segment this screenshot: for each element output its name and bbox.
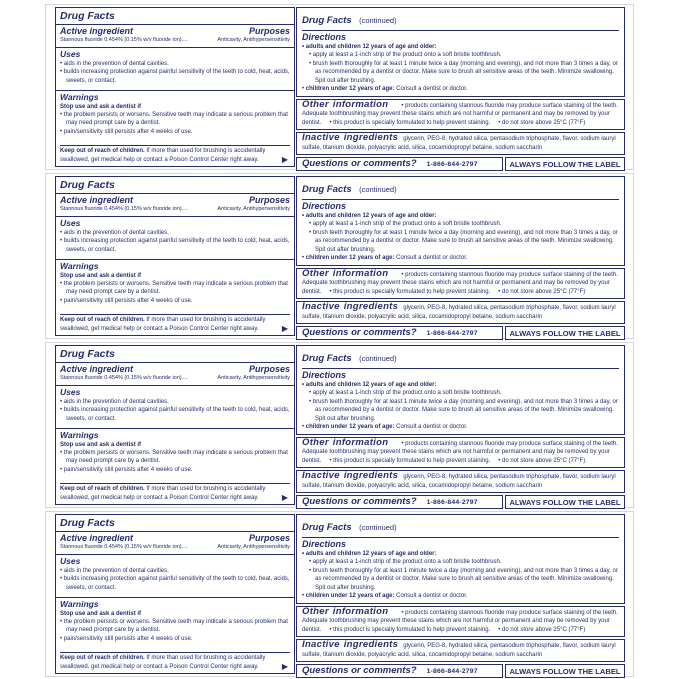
uses-section <box>56 554 294 597</box>
children-bold: children under 12 years of age: <box>305 593 395 599</box>
directions-box <box>296 514 625 604</box>
directions-box <box>296 176 625 266</box>
drug-facts-sticker <box>45 173 634 339</box>
uses-section <box>56 47 294 90</box>
continued-title: Drug Facts <box>302 184 352 195</box>
drug-facts-title: Drug Facts <box>56 346 294 363</box>
other-information-item: • do not store above 25°C (77°F) <box>498 627 585 633</box>
purpose-value: Anticavity, Antihypersensitivity <box>217 375 290 381</box>
divider-line <box>60 483 290 484</box>
keep-out-rest: If more than used for brushing is accidentally swallowed, get medical help or contact a Poison Control Center right away. <box>60 148 266 163</box>
children-bold: children under 12 years of age: <box>305 86 395 92</box>
drug-facts-title: Drug Facts <box>56 515 294 532</box>
purpose-value: Anticavity, Antihypersensitivity <box>217 544 290 550</box>
inactive-ingredients-list: glycerin, PEG-8, hydrated silica, pentasodium triphosphate, flavor, sodium lauryl sulfate, titanium dioxide, polyacrylic acid, silica, cocamidopropyl betaine, sodium saccharin <box>302 136 616 151</box>
left-column <box>55 7 295 167</box>
right-column <box>296 7 625 167</box>
uses-bullet: • aids in the prevention of dental cavities. <box>60 60 290 69</box>
other-information-box <box>296 437 625 469</box>
drug-facts-panel <box>55 514 625 674</box>
drug-facts-panel <box>55 176 625 336</box>
questions-heading: Questions or comments? <box>302 158 417 169</box>
keep-out-rest: If more than used for brushing is accidentally swallowed, get medical help or contact a Poison Control Center right away. <box>60 655 266 670</box>
warnings-heading: Warnings <box>60 260 99 271</box>
inactive-ingredients-list: glycerin, PEG-8, hydrated silica, pentasodium triphosphate, flavor, sodium lauryl sulfate, titanium dioxide, polyacrylic acid, silica, cocamidopropyl betaine, sodium saccharin <box>302 305 616 320</box>
other-information-box <box>296 268 625 300</box>
questions-heading: Questions or comments? <box>302 665 417 676</box>
directions-box <box>296 345 625 435</box>
other-information-item: • do not store above 25°C (77°F) <box>498 120 585 126</box>
directions-sub-bullet: • apply at least a 1-inch strip of the product onto a soft bristle toothbrush. <box>309 558 619 567</box>
keep-out-block <box>60 481 290 502</box>
inactive-ingredients-heading: Inactive ingredients <box>302 132 399 143</box>
uses-bullet: • aids in the prevention of dental cavities. <box>60 567 290 576</box>
inactive-ingredients-text <box>302 472 619 490</box>
uses-section <box>56 216 294 259</box>
keep-out-text <box>60 316 290 333</box>
stop-use-line: Stop use and ask a dentist if <box>60 103 142 110</box>
other-information-item: • this product is specially formulated to help prevent staining. <box>329 458 490 464</box>
keep-out-block <box>60 143 290 164</box>
warnings-bullet: • pain/sensitivity still persists after 4 weeks of use. <box>60 297 290 306</box>
directions-heading: Directions <box>302 201 347 211</box>
directions-sub-bullet: • brush teeth thoroughly for at least 1 minute twice a day (morning and evening), and not more than 3 times a day, or as recommended by a dentist or doctor. Make sure to brush all sensitive areas of the teeth. Minimize swallowing. Spit out after brushing. <box>309 60 619 86</box>
active-ingredient-section <box>56 363 294 385</box>
children-bold: children under 12 years of age: <box>305 255 395 261</box>
warnings-bullet: • the problem persists or worsens. Sensitive teeth may indicate a serious problem that may need prompt care by a dentist. <box>60 111 290 128</box>
keep-out-bold: Keep out of reach of children. <box>60 655 145 662</box>
stop-use-line: Stop use and ask a dentist if <box>60 272 142 279</box>
active-ingredient-line <box>60 37 290 45</box>
footer-row <box>296 495 625 509</box>
always-follow-label: ALWAYS FOLLOW THE LABEL <box>505 664 625 678</box>
footer-row <box>296 157 625 171</box>
warnings-bullet: • pain/sensitivity still persists after 4 weeks of use. <box>60 128 290 137</box>
inactive-ingredients-text <box>302 641 619 659</box>
directions-group-heading: • adults and children 12 years of age and older: <box>302 550 619 558</box>
directions-children-bullet <box>302 254 619 263</box>
active-ingredient-section <box>56 194 294 216</box>
inactive-ingredients-heading: Inactive ingredients <box>302 470 399 481</box>
active-ingredient-heading: Active ingredient <box>60 26 134 36</box>
continued-suffix: (continued) <box>359 185 397 194</box>
other-information-box <box>296 606 625 638</box>
inactive-ingredients-heading: Inactive ingredients <box>302 301 399 312</box>
uses-heading: Uses <box>60 217 81 228</box>
right-column <box>296 176 625 336</box>
divider-line <box>60 145 290 146</box>
active-ingredient-heading-row <box>60 364 290 375</box>
active-ingredient-value: Stannous fluoride 0.454% (0.15% w/v fluoride ion).... <box>60 375 188 381</box>
keep-out-rest: If more than used for brushing is accidentally swallowed, get medical help or contact a Poison Control Center right away. <box>60 317 266 332</box>
uses-bullet: • aids in the prevention of dental cavities. <box>60 229 290 238</box>
uses-bullet: • aids in the prevention of dental cavities. <box>60 398 290 407</box>
uses-bullet: • builds increasing protection against painful sensitivity of the teeth to cold, heat, acids, sweets, or contact. <box>60 68 290 85</box>
phone-number: 1-866-844-2797 <box>426 498 478 506</box>
active-ingredient-value: Stannous fluoride 0.454% (0.15% w/v fluoride ion).... <box>60 206 188 212</box>
uses-heading: Uses <box>60 555 81 566</box>
always-follow-label: ALWAYS FOLLOW THE LABEL <box>505 495 625 509</box>
inactive-ingredients-box <box>296 470 625 493</box>
directions-group-heading: • adults and children 12 years of age and older: <box>302 381 619 389</box>
other-information-heading: Other information <box>302 267 389 279</box>
inactive-ingredients-text <box>302 303 619 321</box>
children-rest: Consult a dentist or doctor. <box>394 86 468 92</box>
active-ingredient-heading-row <box>60 533 290 544</box>
left-column <box>55 176 295 336</box>
other-information-item: • this product is specially formulated to help prevent staining. <box>329 289 490 295</box>
keep-out-text <box>60 147 290 164</box>
questions-box <box>296 495 503 509</box>
arrow-right-icon: ▶ <box>281 324 288 333</box>
purposes-heading: Purposes <box>248 195 290 205</box>
inactive-ingredients-heading: Inactive ingredients <box>302 639 399 650</box>
directions-sub-bullet: • brush teeth thoroughly for at least 1 minute twice a day (morning and evening), and not more than 3 times a day, or as recommended by a dentist or doctor. Make sure to brush all sensitive areas of the teeth. Minimize swallowing. Spit out after brushing. <box>309 229 619 255</box>
directions-group-heading: • adults and children 12 years of age and older: <box>302 43 619 51</box>
warnings-bullet: • the problem persists or worsens. Sensitive teeth may indicate a serious problem that may need prompt care by a dentist. <box>60 280 290 297</box>
questions-box <box>296 326 503 340</box>
active-ingredient-line <box>60 544 290 552</box>
warnings-section <box>56 90 294 166</box>
continued-header <box>302 178 619 200</box>
active-ingredient-heading: Active ingredient <box>60 533 134 543</box>
inactive-ingredients-box <box>296 301 625 324</box>
warnings-section <box>56 597 294 673</box>
purpose-value: Anticavity, Antihypersensitivity <box>217 37 290 43</box>
keep-out-bold: Keep out of reach of children. <box>60 148 145 155</box>
other-information-item: • this product is specially formulated to help prevent staining. <box>329 627 490 633</box>
directions-sub-bullet: • apply at least a 1-inch strip of the product onto a soft bristle toothbrush. <box>309 389 619 398</box>
keep-out-block <box>60 312 290 333</box>
drug-facts-sticker <box>45 4 634 170</box>
active-ingredient-line <box>60 206 290 214</box>
continued-suffix: (continued) <box>359 16 397 25</box>
active-ingredient-value: Stannous fluoride 0.454% (0.15% w/v fluoride ion).... <box>60 37 188 43</box>
uses-heading: Uses <box>60 48 81 59</box>
continued-title: Drug Facts <box>302 15 352 26</box>
keep-out-bold: Keep out of reach of children. <box>60 317 145 324</box>
inactive-ingredients-list: glycerin, PEG-8, hydrated silica, pentasodium triphosphate, flavor, sodium lauryl sulfate, titanium dioxide, polyacrylic acid, silica, cocamidopropyl betaine, sodium saccharin <box>302 474 616 489</box>
other-information-item: • products containing stannous fluoride may produce surface staining of the teeth. Adequate toothbrushing may prevent these stains which are not harmful or permanent and may be removed by your dentist. <box>302 610 618 633</box>
inactive-ingredients-text <box>302 134 619 152</box>
other-information-item: • products containing stannous fluoride may produce surface staining of the teeth. Adequate toothbrushing may prevent these stains which are not harmful or permanent and may be removed by your dentist. <box>302 272 618 295</box>
continued-header <box>302 347 619 369</box>
continued-header <box>302 516 619 538</box>
children-rest: Consult a dentist or doctor. <box>394 593 468 599</box>
divider-line <box>60 652 290 653</box>
active-ingredient-section <box>56 25 294 47</box>
other-information-heading: Other information <box>302 98 389 110</box>
uses-heading: Uses <box>60 386 81 397</box>
arrow-right-icon: ▶ <box>281 662 288 671</box>
left-column <box>55 514 295 674</box>
purpose-value: Anticavity, Antihypersensitivity <box>217 206 290 212</box>
keep-out-bold: Keep out of reach of children. <box>60 486 145 493</box>
arrow-right-icon: ▶ <box>281 493 288 502</box>
continued-title: Drug Facts <box>302 522 352 533</box>
warnings-heading: Warnings <box>60 598 99 609</box>
warnings-bullet: • the problem persists or worsens. Sensitive teeth may indicate a serious problem that may need prompt care by a dentist. <box>60 618 290 635</box>
purposes-heading: Purposes <box>248 533 290 543</box>
other-information-heading: Other information <box>302 605 389 617</box>
footer-row <box>296 664 625 678</box>
purposes-heading: Purposes <box>248 364 290 374</box>
warnings-bullet: • pain/sensitivity still persists after 4 weeks of use. <box>60 466 290 475</box>
active-ingredient-section <box>56 532 294 554</box>
directions-group-heading: • adults and children 12 years of age and older: <box>302 212 619 220</box>
continued-title: Drug Facts <box>302 353 352 364</box>
directions-heading: Directions <box>302 32 347 42</box>
children-rest: Consult a dentist or doctor. <box>394 424 468 430</box>
directions-sub-bullet: • brush teeth thoroughly for at least 1 minute twice a day (morning and evening), and not more than 3 times a day, or as recommended by a dentist or doctor. Make sure to brush all sensitive areas of the teeth. Minimize swallowing. Spit out after brushing. <box>309 398 619 424</box>
uses-bullet: • builds increasing protection against painful sensitivity of the teeth to cold, heat, acids, sweets, or contact. <box>60 406 290 423</box>
stop-use-line: Stop use and ask a dentist if <box>60 610 142 617</box>
warnings-bullet: • the problem persists or worsens. Sensitive teeth may indicate a serious problem that may need prompt care by a dentist. <box>60 449 290 466</box>
keep-out-text <box>60 654 290 671</box>
directions-sub-bullet: • brush teeth thoroughly for at least 1 minute twice a day (morning and evening), and not more than 3 times a day, or as recommended by a dentist or doctor. Make sure to brush all sensitive areas of the teeth. Minimize swallowing. Spit out after brushing. <box>309 567 619 593</box>
active-ingredient-heading-row <box>60 195 290 206</box>
drug-facts-title: Drug Facts <box>56 177 294 194</box>
directions-sub-bullet: • apply at least a 1-inch strip of the product onto a soft bristle toothbrush. <box>309 51 619 60</box>
inactive-ingredients-box <box>296 639 625 662</box>
keep-out-text <box>60 485 290 502</box>
warnings-heading: Warnings <box>60 429 99 440</box>
uses-bullet: • builds increasing protection against painful sensitivity of the teeth to cold, heat, acids, sweets, or contact. <box>60 237 290 254</box>
active-ingredient-heading: Active ingredient <box>60 195 134 205</box>
other-information-item: • products containing stannous fluoride may produce surface staining of the teeth. Adequate toothbrushing may prevent these stains which are not harmful or permanent and may be removed by your dentist. <box>302 441 618 464</box>
other-information-text <box>302 605 619 635</box>
right-column <box>296 514 625 674</box>
drug-facts-sticker <box>45 342 634 508</box>
other-information-heading: Other information <box>302 436 389 448</box>
left-column <box>55 345 295 505</box>
footer-row <box>296 326 625 340</box>
active-ingredient-value: Stannous fluoride 0.454% (0.15% w/v fluoride ion).... <box>60 544 188 550</box>
directions-children-bullet <box>302 592 619 601</box>
purposes-heading: Purposes <box>248 26 290 36</box>
keep-out-rest: If more than used for brushing is accidentally swallowed, get medical help or contact a Poison Control Center right away. <box>60 486 266 501</box>
drug-facts-panel <box>55 7 625 167</box>
inactive-ingredients-list: glycerin, PEG-8, hydrated silica, pentasodium triphosphate, flavor, sodium lauryl sulfate, titanium dioxide, polyacrylic acid, silica, cocamidopropyl betaine, sodium saccharin <box>302 643 616 658</box>
directions-heading: Directions <box>302 370 347 380</box>
questions-box <box>296 157 503 171</box>
other-information-item: • do not store above 25°C (77°F) <box>498 289 585 295</box>
active-ingredient-line <box>60 375 290 383</box>
inactive-ingredients-box <box>296 132 625 155</box>
directions-children-bullet <box>302 85 619 94</box>
directions-heading: Directions <box>302 539 347 549</box>
children-rest: Consult a dentist or doctor. <box>394 255 468 261</box>
stop-use-line: Stop use and ask a dentist if <box>60 441 142 448</box>
phone-number: 1-866-844-2797 <box>426 160 478 168</box>
always-follow-label: ALWAYS FOLLOW THE LABEL <box>505 326 625 340</box>
continued-suffix: (continued) <box>359 354 397 363</box>
warnings-section <box>56 259 294 335</box>
other-information-text <box>302 267 619 297</box>
right-column <box>296 345 625 505</box>
continued-suffix: (continued) <box>359 523 397 532</box>
warnings-bullet: • pain/sensitivity still persists after 4 weeks of use. <box>60 635 290 644</box>
always-follow-label: ALWAYS FOLLOW THE LABEL <box>505 157 625 171</box>
children-bold: children under 12 years of age: <box>305 424 395 430</box>
continued-header <box>302 9 619 31</box>
arrow-right-icon: ▶ <box>281 155 288 164</box>
active-ingredient-heading: Active ingredient <box>60 364 134 374</box>
active-ingredient-heading-row <box>60 26 290 37</box>
warnings-section <box>56 428 294 504</box>
uses-section <box>56 385 294 428</box>
drug-facts-panel <box>55 345 625 505</box>
other-information-text <box>302 436 619 466</box>
drug-facts-sticker <box>45 511 634 677</box>
other-information-item: • products containing stannous fluoride may produce surface staining of the teeth. Adequate toothbrushing may prevent these stains which are not harmful or permanent and may be removed by your dentist. <box>302 103 618 126</box>
phone-number: 1-866-844-2797 <box>426 329 478 337</box>
other-information-item: • do not store above 25°C (77°F) <box>498 458 585 464</box>
directions-children-bullet <box>302 423 619 432</box>
drug-facts-title: Drug Facts <box>56 8 294 25</box>
phone-number: 1-866-844-2797 <box>426 667 478 675</box>
other-information-box <box>296 99 625 131</box>
questions-heading: Questions or comments? <box>302 327 417 338</box>
uses-bullet: • builds increasing protection against painful sensitivity of the teeth to cold, heat, acids, sweets, or contact. <box>60 575 290 592</box>
directions-sub-bullet: • apply at least a 1-inch strip of the product onto a soft bristle toothbrush. <box>309 220 619 229</box>
directions-box <box>296 7 625 97</box>
questions-box <box>296 664 503 678</box>
keep-out-block <box>60 650 290 671</box>
other-information-text <box>302 98 619 128</box>
other-information-item: • this product is specially formulated to help prevent staining. <box>329 120 490 126</box>
warnings-heading: Warnings <box>60 91 99 102</box>
divider-line <box>60 314 290 315</box>
questions-heading: Questions or comments? <box>302 496 417 507</box>
